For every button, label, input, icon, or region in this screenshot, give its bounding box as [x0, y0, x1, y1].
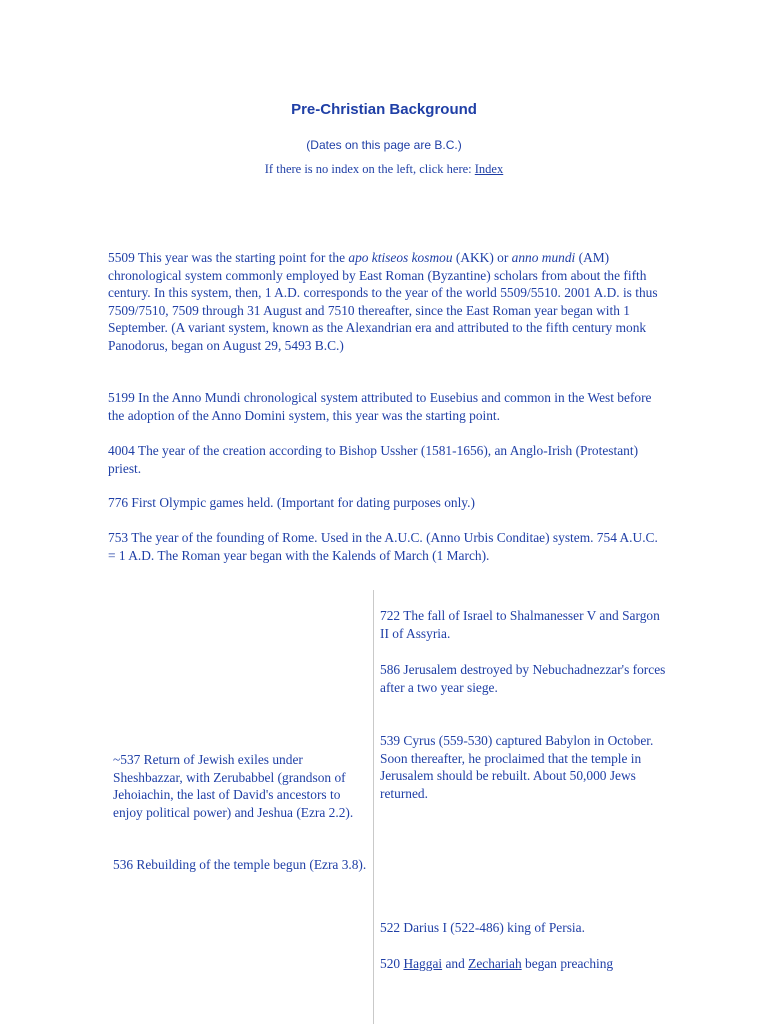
- entry-text: (AKK) or: [452, 250, 512, 265]
- index-link[interactable]: Index: [474, 162, 504, 176]
- entry-539: 539 Cyrus (559-530) captured Babylon in October. Soon thereafter, he proclaimed that the temple in Jerusalem should be rebuilt. About 50,000 Jews returned.: [380, 733, 654, 801]
- entry-text: and: [442, 956, 469, 971]
- entry-536: 536 Rebuilding of the temple begun (Ezra 3.8).: [113, 857, 367, 872]
- zechariah-link[interactable]: Zechariah: [468, 956, 522, 971]
- entry-776: 776 First Olympic games held. (Important for dating purposes only.): [108, 495, 475, 510]
- page-subtitle: (Dates on this page are B.C.): [306, 138, 462, 152]
- table-column-divider: [373, 590, 374, 1024]
- index-prompt: If there is no index on the left, click here:: [264, 162, 475, 176]
- page-title: Pre-Christian Background: [291, 101, 477, 118]
- entry-5199: 5199 In the Anno Mundi chronological system attributed to Eusebius and common in the West before the adoption of the Anno Domini system, this year was the starting point.: [108, 390, 652, 423]
- entry-5509: [108, 249, 658, 354]
- entry-italic-term: anno mundi: [511, 250, 576, 265]
- entry-753: 753 The year of the founding of Rome. Used in the A.U.C. (Anno Urbis Conditae) system. 754 A.U.C. = 1 A.D. The Roman year began with the Kalends of March (1 March).: [108, 530, 658, 563]
- index-line: [0, 162, 768, 177]
- entry-text: 5509 This year was the starting point for the: [108, 250, 349, 265]
- entry-italic-term: apo ktiseos kosmou: [348, 250, 453, 265]
- entry-text: (AM) chronological system commonly employed by East Roman (Byzantine) scholars from about the fifth century. In this system, then, 1 A.D. corresponds to the year of the world 5509/5510. 2001 A.D. is thus 7509/7510, 7509 through 31 August and 7510 thereafter, since the East Roman year began with 1 September. (A variant system, known as the Alexandrian era and attributed to the fifth century monk Panodorus, began on August 29, 5493 B.C.): [108, 250, 658, 353]
- entry-722: 722 The fall of Israel to Shalmanesser V and Sargon II of Assyria.: [380, 608, 660, 641]
- entry-586: 586 Jerusalem destroyed by Nebuchadnezzar's forces after a two year siege.: [380, 662, 666, 695]
- entry-text: began preaching: [521, 956, 614, 971]
- entry-text: 520: [380, 956, 404, 971]
- entry-522: 522 Darius I (522-486) king of Persia.: [380, 920, 585, 935]
- entry-537: ~537 Return of Jewish exiles under Sheshbazzar, with Zerubabbel (grandson of Jehoiachin, the last of David's ancestors to enjoy political power) and Jeshua (Ezra 2.2).: [113, 752, 354, 820]
- entry-4004: 4004 The year of the creation according to Bishop Ussher (1581-1656), an Anglo-Irish (Protestant) priest.: [108, 443, 639, 476]
- haggai-link[interactable]: Haggai: [403, 956, 443, 971]
- entry-520: [380, 955, 670, 973]
